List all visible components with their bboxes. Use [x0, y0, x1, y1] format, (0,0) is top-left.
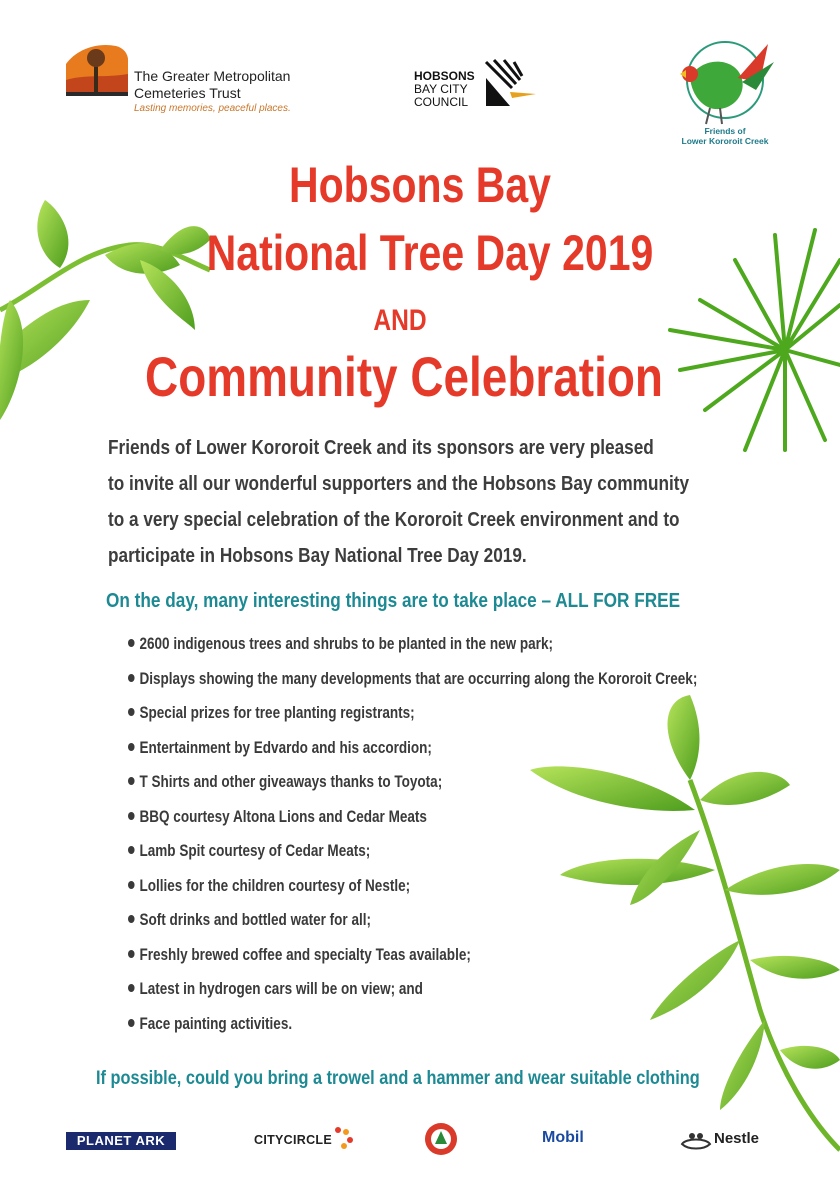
list-item: Soft drinks and bottled water for all;	[128, 908, 697, 943]
list-item: Face painting activities.	[128, 1012, 697, 1047]
intro-line: to a very special celebration of the Kororoit Creek environment and to	[108, 509, 680, 531]
sunset-tree-icon	[66, 40, 132, 100]
bullet-icon	[128, 674, 135, 682]
list-item: 2600 indigenous trees and shrubs to be planted in the new park;	[128, 632, 697, 667]
title-line-3: AND	[373, 304, 427, 337]
title-line-4: Community Celebration	[145, 345, 663, 408]
gmct-name: The Greater Metropolitan Cemeteries Trust	[134, 68, 291, 101]
dots-icon	[332, 1124, 354, 1150]
hbcc-logo	[412, 58, 542, 112]
list-item: Displays showing the many developments that are occurring along the Kororoit Creek;	[128, 667, 697, 702]
bullet-icon	[128, 984, 135, 992]
list-item: T Shirts and other giveaways thanks to Toyota;	[128, 770, 697, 805]
cedar-badge-icon	[424, 1122, 458, 1156]
bird-icon	[482, 58, 538, 112]
bullet-icon	[128, 950, 135, 958]
gmct-logo	[66, 40, 326, 112]
flkc-line2: Lower Kororoit Creek	[681, 136, 769, 146]
cedar-meats-logo	[424, 1122, 458, 1156]
bullet-icon	[128, 881, 135, 889]
hbcc-line1: HOBSONS	[414, 69, 475, 83]
flkc-logo	[670, 38, 780, 148]
bullet-icon	[128, 708, 135, 716]
city-circle-text: CITYCIRCLE	[254, 1133, 332, 1147]
hbcc-line2: BAY CITY	[414, 82, 468, 96]
gmct-tagline: Lasting memories, peaceful places.	[134, 103, 291, 114]
activities-heading: On the day, many interesting things are to take place – ALL FOR FREE	[106, 590, 681, 612]
list-item: Entertainment by Edvardo and his accordion;	[128, 736, 697, 771]
bring-note: If possible, could you bring a trowel and a hammer and wear suitable clothing	[96, 1068, 700, 1089]
intro-paragraph	[108, 430, 690, 574]
bullet-icon	[128, 1019, 135, 1027]
intro-line: Friends of Lower Kororoit Creek and its sponsors are very pleased	[108, 437, 654, 459]
list-item: BBQ courtesy Altona Lions and Cedar Meats	[128, 805, 697, 840]
list-item: Latest in hydrogen cars will be on view; and	[128, 977, 697, 1012]
nestle-logo	[680, 1128, 776, 1162]
list-item: Lollies for the children courtesy of Nestle;	[128, 874, 697, 909]
hbcc-line3: COUNCIL	[414, 95, 469, 109]
nest-icon	[680, 1128, 712, 1150]
planet-ark-logo: PLANET ARK	[66, 1132, 176, 1150]
list-item: Lamb Spit courtesy of Cedar Meats;	[128, 839, 697, 874]
list-item: Special prizes for tree planting registrants;	[128, 701, 697, 736]
activities-list	[128, 632, 822, 1046]
nestle-text: Nestle	[714, 1130, 760, 1147]
list-item: Freshly brewed coffee and specialty Teas available;	[128, 943, 697, 978]
title-line-1: Hobsons Bay	[288, 157, 551, 213]
parrot-icon	[670, 38, 780, 126]
bullet-icon	[128, 777, 135, 785]
flkc-line1: Friends of	[704, 126, 746, 136]
bullet-icon	[128, 846, 135, 854]
intro-line: participate in Hobsons Bay National Tree Day 2019.	[108, 545, 527, 567]
bullet-icon	[128, 639, 135, 647]
city-circle-logo	[254, 1124, 354, 1158]
bullet-icon	[128, 915, 135, 923]
title-line-2: National Tree Day 2019	[206, 225, 654, 281]
intro-line: to invite all our wonderful supporters and the Hobsons Bay community	[108, 473, 690, 495]
bullet-icon	[128, 743, 135, 751]
mobil-logo: Mobil	[542, 1129, 584, 1146]
bullet-icon	[128, 812, 135, 820]
